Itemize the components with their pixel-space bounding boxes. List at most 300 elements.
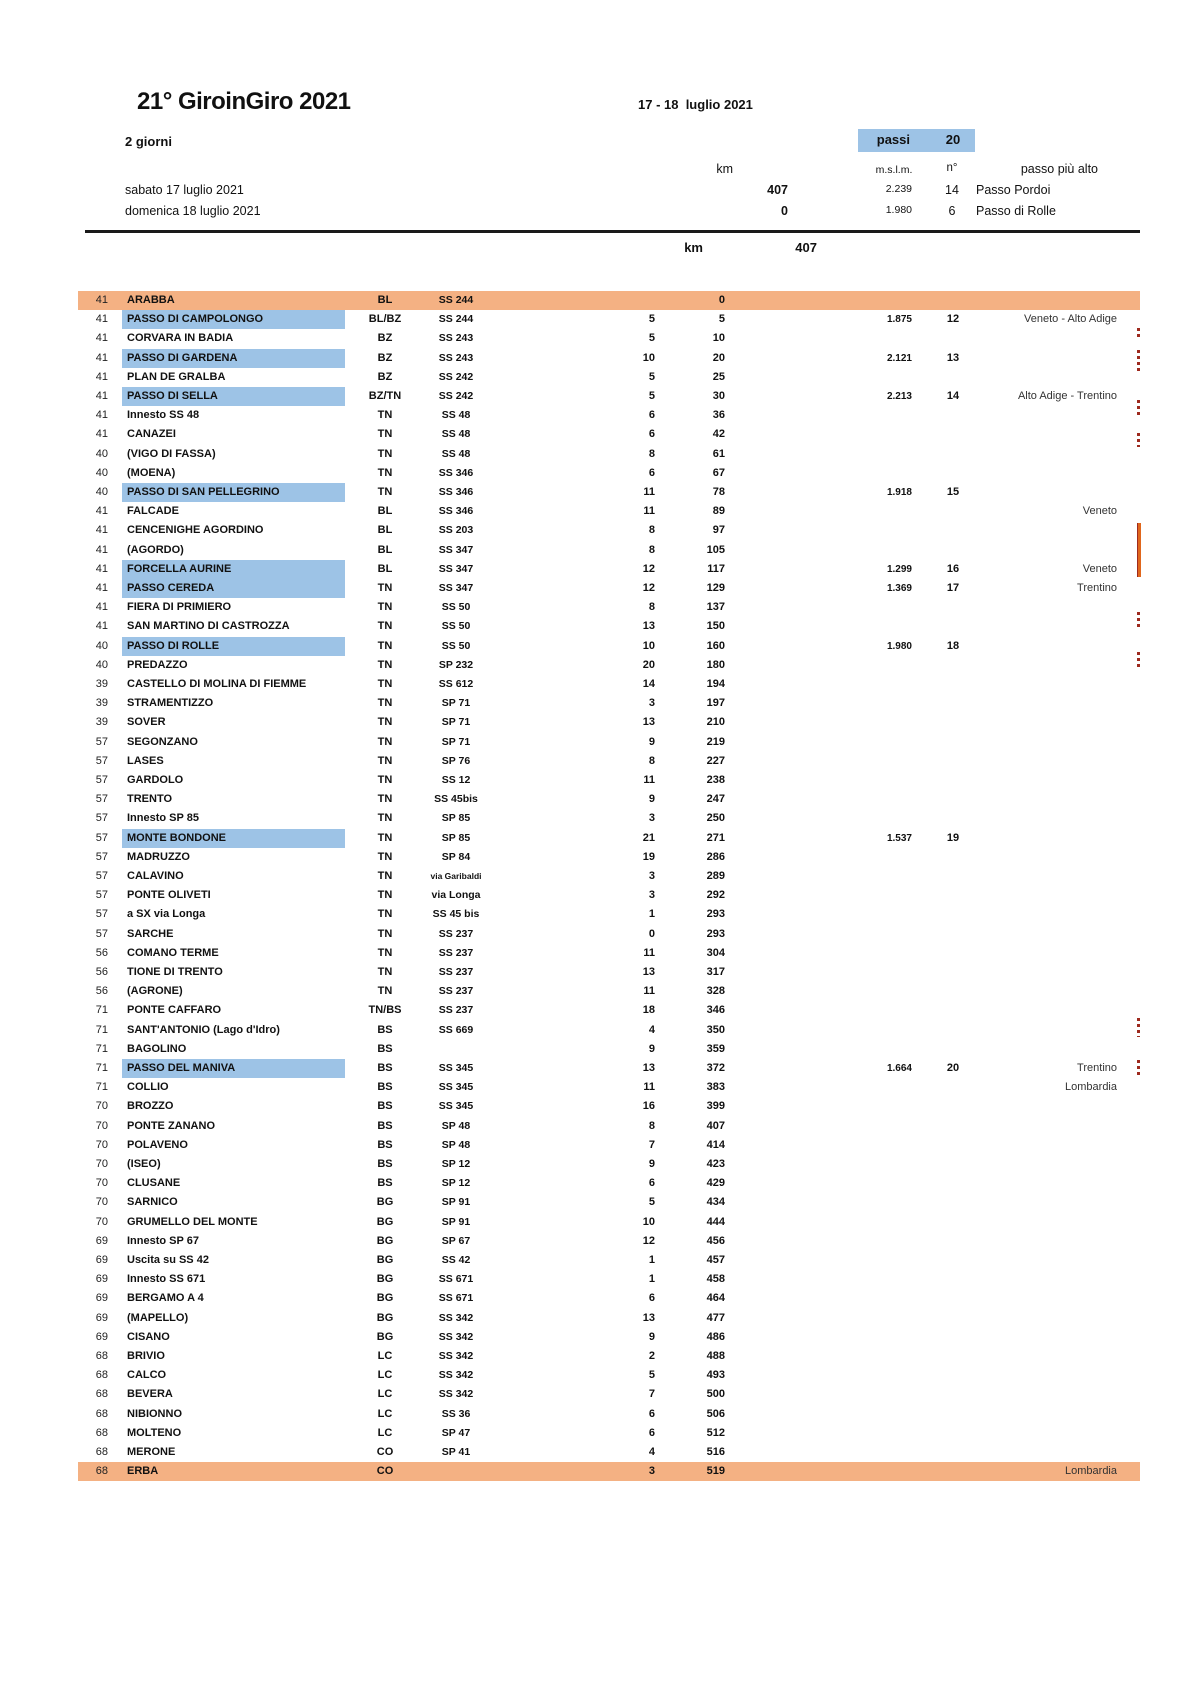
stage-road: SS 671 [438, 1273, 474, 1286]
stage-cumulative-km: 407 [706, 1119, 725, 1132]
stage-location-name: (VIGO DI FASSA) [127, 447, 216, 460]
stage-location-name: PONTE OLIVETI [127, 889, 211, 902]
stage-pass-number: 12 [946, 313, 960, 326]
stage-location-name: NIBIONNO [127, 1407, 182, 1420]
stage-map-number: 68 [95, 1369, 108, 1382]
stage-region-note [957, 944, 1117, 963]
stage-region-note [957, 771, 1117, 790]
table-row [0, 1021, 1190, 1040]
stage-province: TN [377, 774, 393, 786]
stage-leg-km: 11 [643, 505, 655, 518]
stage-region-note [957, 886, 1117, 905]
stage-region-note [957, 368, 1117, 387]
stage-pass-number: 13 [946, 351, 960, 364]
stage-leg-km: 1 [648, 908, 655, 921]
stage-road: SP 84 [441, 850, 471, 863]
total-km-value: 407 [795, 240, 817, 255]
stage-map-number: 41 [95, 620, 108, 633]
stage-leg-km: 6 [648, 466, 655, 479]
stage-pass-altitude [830, 425, 912, 444]
stage-map-number: 70 [95, 1158, 108, 1170]
stage-map-number: 40 [95, 639, 108, 652]
stage-location-name: TIONE DI TRENTO [127, 966, 223, 978]
stage-cumulative-km: 512 [706, 1426, 725, 1439]
stage-pass-number: 17 [946, 582, 960, 594]
stage-pass-altitude [830, 1385, 912, 1404]
stage-road: SS 237 [438, 985, 474, 998]
stage-location-name: (AGRONE) [127, 985, 183, 998]
stage-location-name: MOLTENO [127, 1426, 182, 1439]
stage-map-number: 70 [95, 1138, 108, 1151]
stage-region-note [957, 694, 1117, 713]
table-row [0, 752, 1190, 771]
stage-region-note [957, 1117, 1117, 1136]
table-row [0, 790, 1190, 809]
stage-province: TN [377, 466, 393, 479]
stage-cumulative-km: 36 [712, 409, 725, 422]
stage-map-number: 68 [95, 1350, 108, 1362]
stage-pass-altitude [830, 1232, 912, 1251]
stage-leg-km: 21 [642, 831, 655, 844]
stage-road [418, 1040, 494, 1059]
stage-location-name: MADRUZZO [127, 850, 190, 863]
stage-cumulative-km: 67 [712, 466, 725, 479]
stage-road: SS 50 [441, 639, 471, 652]
stage-road: SS 345 [438, 1081, 474, 1094]
table-row [0, 1347, 1190, 1366]
stage-province: TN [377, 639, 393, 652]
stage-region-note [957, 425, 1117, 444]
stage-location-name: CANAZEI [127, 428, 176, 441]
stage-region-note [957, 1289, 1117, 1308]
stage-location-name: FORCELLA AURINE [122, 560, 345, 579]
stage-region-note [957, 790, 1117, 809]
stage-location-name: Innesto SS 48 [127, 409, 200, 422]
stage-road: SP 48 [441, 1119, 471, 1132]
stage-province: CO [376, 1465, 394, 1478]
stage-province: BG [376, 1311, 394, 1324]
stage-location-name: SANT'ANTONIO (Lago d'Idro) [127, 1023, 280, 1036]
stage-leg-km: 13 [642, 716, 655, 729]
stage-map-number: 57 [95, 831, 108, 844]
stage-province: TN [377, 716, 393, 729]
stage-location-name: PASSO DI CAMPOLONGO [122, 310, 345, 329]
stage-leg-km: 3 [648, 870, 655, 882]
table-row [0, 1117, 1190, 1136]
stage-location-name: GRUMELLO DEL MONTE [127, 1215, 258, 1228]
table-row [0, 829, 1190, 848]
table-row [0, 1193, 1190, 1212]
stage-leg-km: 1 [648, 1254, 655, 1266]
stage-map-number: 56 [95, 985, 108, 998]
table-row [0, 656, 1190, 675]
stage-province: LC [377, 1426, 393, 1439]
stage-location-name: BAGOLINO [127, 1042, 187, 1055]
table-row [0, 521, 1190, 540]
table-row [0, 637, 1190, 656]
stage-leg-km: 9 [648, 793, 655, 806]
table-row [0, 1136, 1190, 1155]
stage-location-name: Innesto SP 67 [127, 1234, 199, 1247]
stage-road: SS 12 [441, 774, 471, 786]
stage-province: BG [376, 1234, 394, 1247]
stage-road: via Longa [431, 889, 481, 902]
stage-province: LC [377, 1407, 393, 1420]
stage-road: SS 203 [438, 524, 474, 537]
stage-region-note [957, 1405, 1117, 1424]
page-edge-mark [1137, 1060, 1140, 1075]
table-row [0, 329, 1190, 348]
stage-map-number: 56 [95, 946, 108, 959]
stage-region-note [957, 733, 1117, 752]
stage-province: TN [377, 889, 393, 902]
stage-road: SP 91 [441, 1196, 471, 1209]
stage-region-note [957, 598, 1117, 617]
table-row [0, 425, 1190, 444]
stage-region-note [957, 1347, 1117, 1366]
stage-road: SS 342 [438, 1350, 474, 1362]
stage-map-number: 69 [95, 1234, 108, 1247]
stage-leg-km: 9 [648, 735, 655, 748]
passes-count: 20 [945, 132, 961, 147]
stage-map-number: 68 [95, 1388, 108, 1401]
stage-region-note [957, 1443, 1117, 1462]
stage-map-number: 41 [95, 524, 108, 537]
stage-pass-number: 16 [946, 562, 960, 575]
table-row [0, 733, 1190, 752]
stage-province: TN [377, 735, 393, 748]
stage-map-number: 70 [95, 1177, 108, 1190]
stage-map-number: 41 [95, 390, 108, 402]
stage-pass-altitude [830, 1021, 912, 1040]
stage-road: SS 342 [438, 1369, 474, 1382]
stage-province: BS [377, 1081, 393, 1094]
stage-map-number: 71 [95, 1004, 108, 1017]
stage-location-name: Uscita su SS 42 [127, 1254, 209, 1266]
stage-road: SS 671 [438, 1292, 474, 1305]
stage-location-name: a SX via Longa [127, 908, 206, 921]
stage-province: TN [377, 946, 393, 959]
stage-pass-altitude [830, 598, 912, 617]
stage-region-note: Trentino [1077, 582, 1117, 594]
stage-map-number: 41 [95, 543, 108, 556]
stage-cumulative-km: 488 [706, 1350, 725, 1362]
stage-pass-altitude [830, 617, 912, 636]
stage-cumulative-km: 317 [706, 966, 725, 978]
day2-max-altitude: 1.980 [885, 204, 912, 216]
stage-location-name: BROZZO [127, 1100, 174, 1113]
stage-region-note [957, 483, 1117, 502]
stage-map-number: 68 [95, 1407, 108, 1420]
stage-leg-km: 3 [648, 889, 655, 902]
stage-leg-km: 6 [648, 1426, 655, 1439]
header-divider-line [85, 230, 1140, 233]
table-row [0, 1270, 1190, 1289]
stage-location-name: SOVER [127, 716, 166, 729]
stage-pass-altitude [830, 1366, 912, 1385]
stage-map-number: 40 [95, 658, 108, 671]
stage-map-number: 70 [95, 1100, 108, 1113]
stage-pass-number: 18 [946, 639, 960, 652]
stage-pass-altitude [830, 291, 912, 310]
stage-leg-km: 3 [648, 697, 655, 710]
stage-cumulative-km: 328 [706, 985, 725, 998]
stage-region-note [957, 637, 1117, 656]
stage-location-name: CENCENIGHE AGORDINO [127, 524, 264, 537]
stage-location-name: PASSO DI SELLA [122, 387, 345, 406]
column-header-altitude: m.s.l.m. [875, 164, 913, 176]
stage-leg-km: 6 [648, 1292, 655, 1305]
stage-region-note [957, 1155, 1117, 1174]
stage-cumulative-km: 292 [706, 889, 725, 902]
table-row [0, 502, 1190, 521]
stage-cumulative-km: 42 [712, 428, 725, 441]
table-row [0, 464, 1190, 483]
table-row [0, 291, 1190, 310]
stage-leg-km: 16 [642, 1100, 655, 1113]
table-row [0, 1232, 1190, 1251]
stage-pass-altitude: 1.537 [886, 832, 912, 844]
table-row [0, 694, 1190, 713]
stage-province: CO [376, 1446, 394, 1458]
stage-province: BZ [377, 332, 393, 345]
stage-leg-km: 11 [643, 486, 655, 498]
table-row [0, 886, 1190, 905]
stage-cumulative-km: 506 [706, 1407, 725, 1420]
stage-cumulative-km: 350 [706, 1023, 725, 1036]
stage-map-number: 41 [95, 351, 108, 364]
stage-pass-number: 20 [946, 1062, 960, 1074]
stage-map-number: 71 [95, 1081, 108, 1094]
stage-region-note [957, 329, 1117, 348]
stage-province: TN [377, 985, 393, 998]
stage-region-note [957, 445, 1117, 464]
stage-pass-altitude [830, 790, 912, 809]
stage-region-note [957, 1021, 1117, 1040]
stage-cumulative-km: 5 [718, 313, 725, 326]
stage-pass-number: 15 [946, 486, 960, 498]
stage-location-name: PLAN DE GRALBA [127, 370, 226, 383]
stage-pass-altitude [830, 521, 912, 540]
stage-cumulative-km: 78 [712, 486, 725, 498]
stage-map-number: 70 [95, 1119, 108, 1132]
stage-location-name: Innesto SP 85 [127, 812, 199, 825]
stage-pass-altitude [830, 1193, 912, 1212]
table-row [0, 925, 1190, 944]
stage-region-note [957, 1213, 1117, 1232]
stage-pass-altitude [830, 1462, 912, 1481]
stage-location-name: ARABBA [127, 294, 175, 306]
stage-region-note [957, 1251, 1117, 1270]
stage-cumulative-km: 429 [706, 1177, 725, 1190]
stage-road: SP 67 [441, 1234, 471, 1247]
stage-region-note [957, 406, 1117, 425]
stage-province: TN [377, 601, 393, 614]
stage-region-note [957, 1001, 1117, 1020]
stage-cumulative-km: 210 [706, 716, 725, 729]
stage-road: SS 346 [438, 505, 474, 518]
page-edge-mark [1137, 1018, 1140, 1037]
stage-leg-km: 5 [648, 332, 655, 345]
stage-province: BS [377, 1119, 393, 1132]
stage-region-note [957, 1193, 1117, 1212]
stage-region-note [957, 867, 1117, 886]
stage-road: SS 612 [438, 678, 474, 690]
table-row [0, 675, 1190, 694]
stage-pass-altitude [830, 1040, 912, 1059]
stage-province: TN [377, 908, 393, 921]
stage-map-number: 68 [95, 1426, 108, 1439]
table-row [0, 1424, 1190, 1443]
stage-province: TN [377, 754, 393, 767]
stage-map-number: 57 [95, 812, 108, 825]
stage-road [418, 1462, 494, 1481]
stage-region-note [957, 617, 1117, 636]
stage-cumulative-km: 423 [706, 1158, 725, 1170]
stage-map-number: 40 [95, 486, 108, 498]
stage-map-number: 41 [95, 601, 108, 614]
stage-map-number: 71 [95, 1062, 108, 1074]
stage-pass-altitude [830, 1289, 912, 1308]
stage-province: TN [377, 620, 393, 633]
stage-province: BG [376, 1292, 394, 1305]
stage-map-number: 57 [95, 774, 108, 786]
table-row [0, 1443, 1190, 1462]
stage-cumulative-km: 61 [712, 447, 725, 460]
stage-province: BG [376, 1273, 394, 1286]
table-row [0, 1001, 1190, 1020]
stage-road: SP 76 [441, 754, 471, 767]
stage-region-note: Lombardia [1065, 1081, 1117, 1094]
stage-map-number: 71 [95, 1042, 108, 1055]
stage-cumulative-km: 293 [706, 908, 725, 921]
day2-label: domenica 18 luglio 2021 [125, 204, 261, 218]
stage-region-note [957, 752, 1117, 771]
stage-region-note [957, 713, 1117, 732]
stage-leg-km: 13 [642, 966, 655, 978]
stage-cumulative-km: 180 [706, 658, 725, 671]
stage-cumulative-km: 346 [706, 1004, 725, 1017]
table-row [0, 598, 1190, 617]
stage-location-name: COMANO TERME [127, 946, 219, 959]
stage-road: SS 342 [438, 1330, 474, 1343]
stage-leg-km: 12 [642, 1234, 655, 1247]
stage-leg-km: 3 [648, 1465, 655, 1478]
stage-pass-number: 19 [946, 831, 960, 844]
stage-map-number: 41 [95, 313, 108, 326]
table-row [0, 1155, 1190, 1174]
stage-region-note [957, 656, 1117, 675]
stage-leg-km: 9 [648, 1330, 655, 1343]
table-row [0, 963, 1190, 982]
stage-road: SS 237 [438, 946, 474, 959]
stage-road: SS 237 [438, 1004, 474, 1017]
table-row [0, 1385, 1190, 1404]
stage-road: SP 85 [441, 831, 471, 844]
stage-province: BG [376, 1196, 394, 1209]
stage-leg-km: 6 [648, 1177, 655, 1190]
stage-location-name: POLAVENO [127, 1138, 188, 1151]
stage-road: SS 342 [438, 1388, 474, 1401]
stage-pass-altitude [830, 886, 912, 905]
stage-road: SP 41 [441, 1446, 471, 1458]
stage-region-note: Trentino [1077, 1062, 1117, 1074]
stage-location-name: MONTE BONDONE [122, 829, 345, 848]
stage-leg-km: 7 [648, 1138, 655, 1151]
stage-road: SS 50 [441, 620, 471, 633]
day1-highest-pass: Passo Pordoi [976, 183, 1051, 197]
stage-pass-altitude [830, 368, 912, 387]
stage-road: SP 71 [441, 697, 471, 710]
stage-location-name: PONTE ZANANO [127, 1119, 215, 1132]
stage-cumulative-km: 271 [706, 831, 725, 844]
stage-pass-altitude [830, 1251, 912, 1270]
stage-road: SS 45bis [434, 793, 478, 806]
stage-leg-km: 8 [648, 524, 655, 537]
table-row [0, 1405, 1190, 1424]
table-row [0, 1097, 1190, 1116]
stage-location-name: Innesto SS 671 [127, 1273, 206, 1286]
stage-leg-km: 1 [648, 1273, 655, 1286]
stage-pass-altitude [830, 867, 912, 886]
stage-location-name: CLUSANE [127, 1177, 181, 1190]
stage-map-number: 69 [95, 1311, 108, 1324]
stage-map-number: 71 [95, 1023, 108, 1036]
stage-leg-km: 8 [648, 754, 655, 767]
stage-road: SS 243 [438, 351, 474, 364]
stage-province: BS [377, 1062, 393, 1074]
stage-cumulative-km: 25 [712, 370, 725, 383]
table-row [0, 1309, 1190, 1328]
stage-leg-km: 2 [648, 1350, 655, 1362]
stage-leg-km: 5 [648, 390, 655, 402]
stage-province: BS [377, 1138, 393, 1151]
stage-map-number: 39 [95, 678, 108, 690]
stage-cumulative-km: 493 [706, 1369, 725, 1382]
stage-cumulative-km: 105 [706, 543, 725, 556]
stage-cumulative-km: 137 [706, 601, 725, 614]
stage-road: SS 345 [438, 1062, 474, 1074]
stage-road: SP 12 [441, 1158, 471, 1170]
page-edge-mark [1137, 612, 1140, 630]
table-row [0, 867, 1190, 886]
stage-location-name: CORVARA IN BADIA [127, 332, 234, 345]
stage-road: SS 45 bis [432, 908, 480, 921]
stage-province: BL [377, 524, 393, 537]
stage-pass-altitude [830, 329, 912, 348]
stage-location-name: LASES [127, 754, 164, 767]
stage-location-name: FIERA DI PRIMIERO [127, 601, 232, 614]
stage-province: TN [377, 831, 393, 844]
stage-location-name: CALAVINO [127, 870, 184, 882]
stage-province: TN [377, 850, 393, 863]
table-row [0, 1213, 1190, 1232]
stage-cumulative-km: 117 [707, 562, 725, 575]
stage-cumulative-km: 194 [706, 678, 725, 690]
stage-map-number: 41 [95, 370, 108, 383]
stage-cumulative-km: 477 [706, 1311, 725, 1324]
stage-map-number: 41 [95, 428, 108, 441]
stage-pass-altitude [830, 1424, 912, 1443]
stage-location-name: SAN MARTINO DI CASTROZZA [127, 620, 290, 633]
stage-pass-altitude: 1.369 [886, 583, 912, 594]
stage-map-number: 68 [95, 1446, 108, 1458]
day1-km: 407 [767, 183, 788, 197]
page-edge-mark [1137, 328, 1140, 337]
stage-leg-km: 6 [648, 1407, 655, 1420]
stage-cumulative-km: 160 [706, 639, 725, 652]
stage-leg-km: 6 [648, 409, 655, 422]
